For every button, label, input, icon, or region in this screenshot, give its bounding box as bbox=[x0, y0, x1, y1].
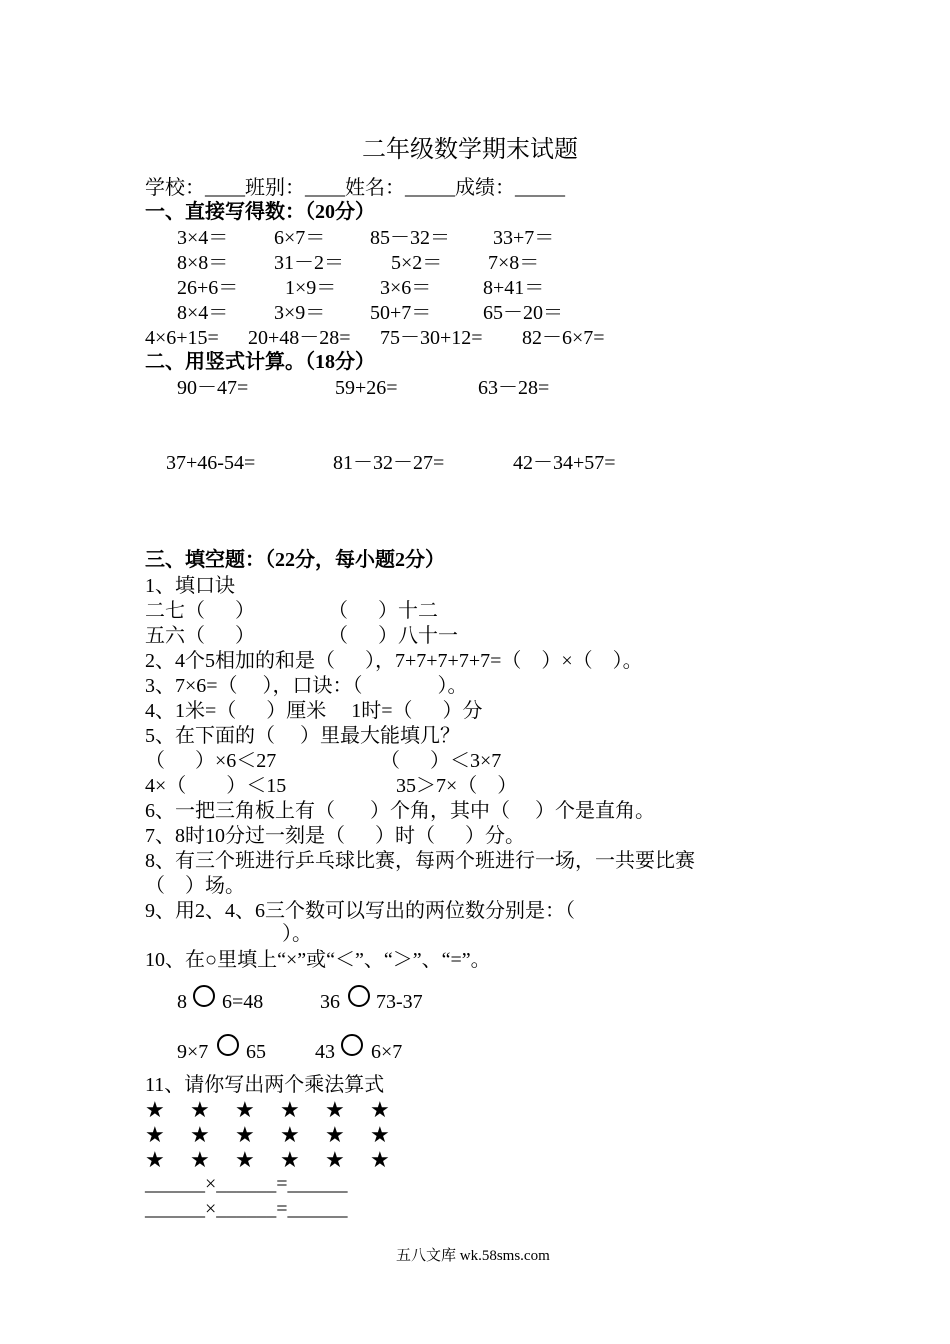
star-icon: ★ bbox=[325, 1147, 345, 1172]
star-icon: ★ bbox=[190, 1147, 210, 1172]
question-9: 9、用2、4、6三个数可以写出的两位数分别是：（ bbox=[145, 900, 575, 922]
question-2: 2、4个5相加的和是（ ），7+7+7+7+7=（ ）×（ ）。 bbox=[145, 650, 643, 672]
problem: 5×2＝ bbox=[391, 252, 443, 274]
problem: 3×6＝ bbox=[380, 277, 432, 299]
section2-heading: 二、用竖式计算。（18分） bbox=[145, 351, 375, 373]
question-7: 7、8时10分过一刻是（ ）时（ ）分。 bbox=[145, 825, 525, 847]
problem: 50+7＝ bbox=[370, 302, 432, 324]
problem: 26+6＝ bbox=[177, 277, 239, 299]
question-4: 4、1米=（ ）厘米 1时=（ ）分 bbox=[145, 700, 483, 722]
question-11: 11、请你写出两个乘法算式 bbox=[145, 1074, 385, 1096]
section1-heading: 一、直接写得数：（20分） bbox=[145, 201, 375, 223]
star-icon: ★ bbox=[370, 1147, 390, 1172]
question-3: 3、7×6=（ ），口诀：（ ）。 bbox=[145, 675, 468, 697]
problem: 31－2＝ bbox=[274, 252, 344, 274]
question-5: 5、在下面的（ ）里最大能填几？ bbox=[145, 725, 460, 747]
star-icon: ★ bbox=[325, 1122, 345, 1147]
vertical-problem: 59+26= bbox=[335, 377, 398, 399]
star-icon: ★ bbox=[370, 1097, 390, 1122]
problem: 6×7＝ bbox=[274, 227, 326, 249]
question-5d: 35＞7×（ ） bbox=[396, 775, 518, 797]
compare-right: 6×7 bbox=[371, 1041, 403, 1063]
question-1b: （ ）十二 bbox=[328, 600, 438, 622]
vertical-problem: 63－28= bbox=[478, 377, 550, 399]
circle-blank-icon bbox=[217, 1034, 239, 1056]
student-info-line: 学校：____班别：____姓名：_____成绩：_____ bbox=[145, 177, 565, 199]
star-icon: ★ bbox=[235, 1097, 255, 1122]
question-8-continued: （ ）场。 bbox=[145, 875, 245, 897]
vertical-problem: 42－34+57= bbox=[513, 452, 616, 474]
question-1d: （ ）八十一 bbox=[328, 625, 458, 647]
star-row bbox=[145, 1147, 415, 1172]
answer-line: ______×______=______ bbox=[145, 1198, 348, 1220]
star-row bbox=[145, 1122, 415, 1147]
star-icon: ★ bbox=[325, 1097, 345, 1122]
question-5a: （ ）×6＜27 bbox=[145, 750, 277, 772]
answer-line: ______×______=______ bbox=[145, 1173, 348, 1195]
footer-watermark: 五八文库 wk.58sms.com bbox=[396, 1248, 550, 1264]
problem: 75－30+12= bbox=[380, 327, 483, 349]
problem: 65－20＝ bbox=[483, 302, 563, 324]
star-row bbox=[145, 1097, 415, 1122]
compare-right: 65 bbox=[246, 1041, 266, 1063]
circle-blank-icon bbox=[348, 985, 370, 1007]
problem: 3×9＝ bbox=[274, 302, 326, 324]
question-6: 6、一把三角板上有（ ）个角，其中（ ）个是直角。 bbox=[145, 800, 655, 822]
problem: 8×8＝ bbox=[177, 252, 229, 274]
question-1: 1、填口诀 bbox=[145, 575, 235, 597]
vertical-problem: 37+46-54= bbox=[166, 452, 256, 474]
compare-right: 73-37 bbox=[376, 991, 423, 1013]
star-icon: ★ bbox=[190, 1097, 210, 1122]
star-icon: ★ bbox=[145, 1097, 165, 1122]
problem: 3×4＝ bbox=[177, 227, 229, 249]
problem: 82－6×7= bbox=[522, 327, 605, 349]
problem: 33+7＝ bbox=[493, 227, 555, 249]
star-icon: ★ bbox=[280, 1147, 300, 1172]
star-icon: ★ bbox=[145, 1122, 165, 1147]
star-icon: ★ bbox=[280, 1097, 300, 1122]
compare-left: 36 bbox=[320, 991, 340, 1013]
question-5c: 4×（ ）＜15 bbox=[145, 775, 287, 797]
circle-blank-icon bbox=[341, 1034, 363, 1056]
question-8: 8、有三个班进行乒乓球比赛，每两个班进行一场，一共要比赛 bbox=[145, 850, 695, 872]
problem: 1×9＝ bbox=[285, 277, 337, 299]
vertical-problem: 90－47= bbox=[177, 377, 249, 399]
problem: 4×6+15= bbox=[145, 327, 219, 349]
problem: 7×8＝ bbox=[488, 252, 540, 274]
star-icon: ★ bbox=[235, 1147, 255, 1172]
problem: 8+41＝ bbox=[483, 277, 545, 299]
compare-right: 6=48 bbox=[222, 991, 264, 1013]
problem: 8×4＝ bbox=[177, 302, 229, 324]
star-icon: ★ bbox=[370, 1122, 390, 1147]
question-10: 10、在○里填上“×”或“＜”、“＞”、“=”。 bbox=[145, 949, 491, 971]
problem: 85－32＝ bbox=[370, 227, 450, 249]
star-icon: ★ bbox=[145, 1147, 165, 1172]
question-1a: 二七（ ） bbox=[145, 600, 255, 622]
star-icon: ★ bbox=[280, 1122, 300, 1147]
compare-left: 43 bbox=[315, 1041, 335, 1063]
problem: 20+48－28= bbox=[248, 327, 351, 349]
star-icon: ★ bbox=[235, 1122, 255, 1147]
circle-blank-icon bbox=[193, 985, 215, 1007]
star-icon: ★ bbox=[190, 1122, 210, 1147]
page-title: 二年级数学期末试题 bbox=[362, 137, 578, 163]
section3-heading: 三、填空题：（22分，每小题2分） bbox=[145, 549, 445, 571]
question-9-continued: ）。 bbox=[282, 923, 312, 945]
question-5b: （ ）＜3×7 bbox=[380, 750, 502, 772]
compare-left: 8 bbox=[177, 991, 187, 1013]
compare-left: 9×7 bbox=[177, 1041, 209, 1063]
vertical-problem: 81－32－27= bbox=[333, 452, 445, 474]
question-1c: 五六（ ） bbox=[145, 625, 255, 647]
